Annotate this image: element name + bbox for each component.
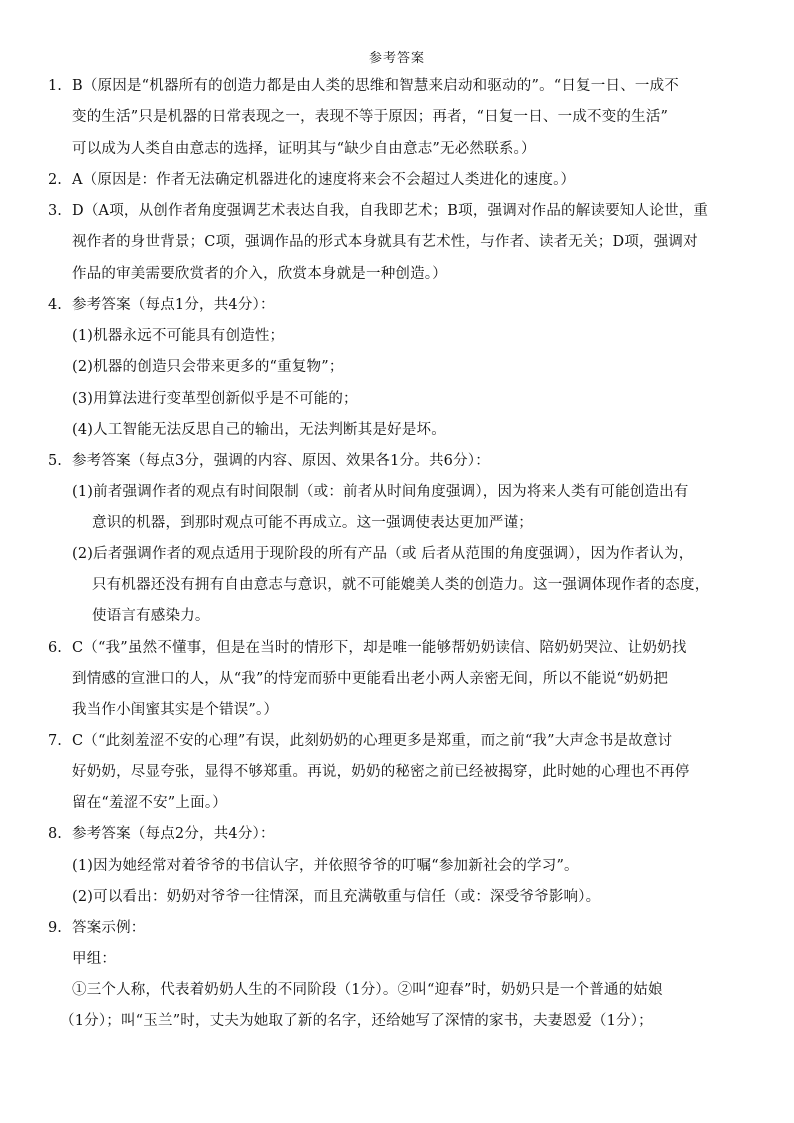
answer-line: 作品的审美需要欣赏者的介入，欣赏本身就是一种创造。）	[72, 266, 447, 282]
answer-line: 变的生活”只是机器的日常表现之一，表现不等于原因；再者，“日复一日、一成不变的生活”	[72, 109, 669, 125]
answer-line: 参考答案（每点2分，共4分）：	[72, 826, 275, 842]
answer-line: 答案示例：	[72, 920, 146, 936]
answer-line: 使语言有感染力。	[92, 608, 210, 624]
answer-line: C（“我”虽然不懂事，但是在当时的情形下，却是唯一能够帮奶奶读信、陪奶奶哭泣、让奶奶找	[72, 640, 687, 656]
page-title: 参考答案	[368, 51, 425, 66]
answer-line: (4)人工智能无法反思自己的输出，无法判断其是好是坏。	[72, 422, 446, 438]
answer-number: 9.	[48, 920, 62, 936]
answer-line: 参考答案（每点3分，强调的内容、原因、效果各1分。共6分）：	[72, 453, 490, 469]
answer-number: 6.	[48, 640, 62, 656]
answer-number: 7.	[48, 733, 62, 749]
answer-line: 留在“羞涩不安”上面。）	[72, 795, 227, 811]
answer-line: 视作者的身世背景；C项，强调作品的形式本身就具有艺术性，与作者、读者无关；D项，强调对	[72, 234, 698, 250]
answer-line: 参考答案（每点1分，共4分）：	[72, 297, 275, 313]
answer-line: (1)因为她经常对着爷爷的书信认字，并依照爷爷的叮嘱“参加新社会的学习”。	[72, 858, 579, 874]
answer-number: 5.	[48, 453, 62, 469]
answer-line: （1分）；叫“玉兰”时，丈夫为她取了新的名字，还给她写了深情的家书，夫妻恩爱（1分）；	[60, 1013, 653, 1029]
answer-number: 4.	[48, 297, 62, 313]
answer-line: 只有机器还没有拥有自由意志与意识，就不可能媲美人类的创造力。这一强调体现作者的态度，	[92, 577, 710, 593]
answer-line: D（A项，从创作者角度强调艺术表达自我，自我即艺术；B项，强调对作品的解读要知人论世，重	[72, 203, 709, 219]
answer-number: 2.	[48, 172, 62, 188]
answer-line: 我当作小闺蜜其实是个错误”。）	[72, 702, 279, 718]
answer-line: (2)机器的创造只会带来更多的“重复物”；	[72, 359, 344, 375]
answer-line: 意识的机器，到那时观点可能不再成立。这一强调使表达更加严谨；	[92, 515, 533, 531]
answer-number: 8.	[48, 826, 62, 842]
answer-line: 可以成为人类自由意志的选择，证明其与“缺少自由意志”无必然联系。）	[72, 141, 536, 157]
answer-number: 1.	[48, 78, 62, 94]
answer-line: 到情感的宣泄口的人，从“我”的恃宠而骄中更能看出老小两人亲密无间，所以不能说“奶奶把	[72, 671, 669, 687]
answer-line: A（原因是：作者无法确定机器进化的速度将来会不会超过人类进化的速度。）	[72, 172, 576, 188]
answer-line: (2)可以看出：奶奶对爷爷一往情深，而且充满敬重与信任（或：深受爷爷影响）。	[72, 889, 601, 905]
answer-line: (1)前者强调作者的观点有时间限制（或：前者从时间角度强调），因为将来人类有可能创造出有	[72, 484, 689, 500]
answer-line: 甲组：	[72, 951, 117, 967]
answer-number: 3.	[48, 203, 62, 219]
answer-line: B（原因是“机器所有的创造力都是由人类的思维和智慧来启动和驱动的”。“日复一日、一成不	[72, 78, 679, 94]
answer-line: C（“此刻羞涩不安的心理”有误，此刻奶奶的心理更多是郑重，而之前“我”大声念书是故意讨	[72, 733, 673, 749]
answer-line: ①三个人称，代表着奶奶人生的不同阶段（1分）。②叫“迎春”时，奶奶只是一个普通的姑娘	[72, 982, 663, 998]
answer-line: (1)机器永远不可能具有创造性；	[72, 328, 285, 344]
answer-line: (2)后者强调作者的观点适用于现阶段的所有产品（或 后者从范围的角度强调），因为作者认为，	[72, 546, 694, 562]
answer-line: (3)用算法进行变革型创新似乎是不可能的；	[72, 391, 358, 407]
answer-line: 好奶奶，尽显夸张，显得不够郑重。再说，奶奶的秘密之前已经被揭穿，此时她的心理也不再停	[72, 764, 690, 780]
